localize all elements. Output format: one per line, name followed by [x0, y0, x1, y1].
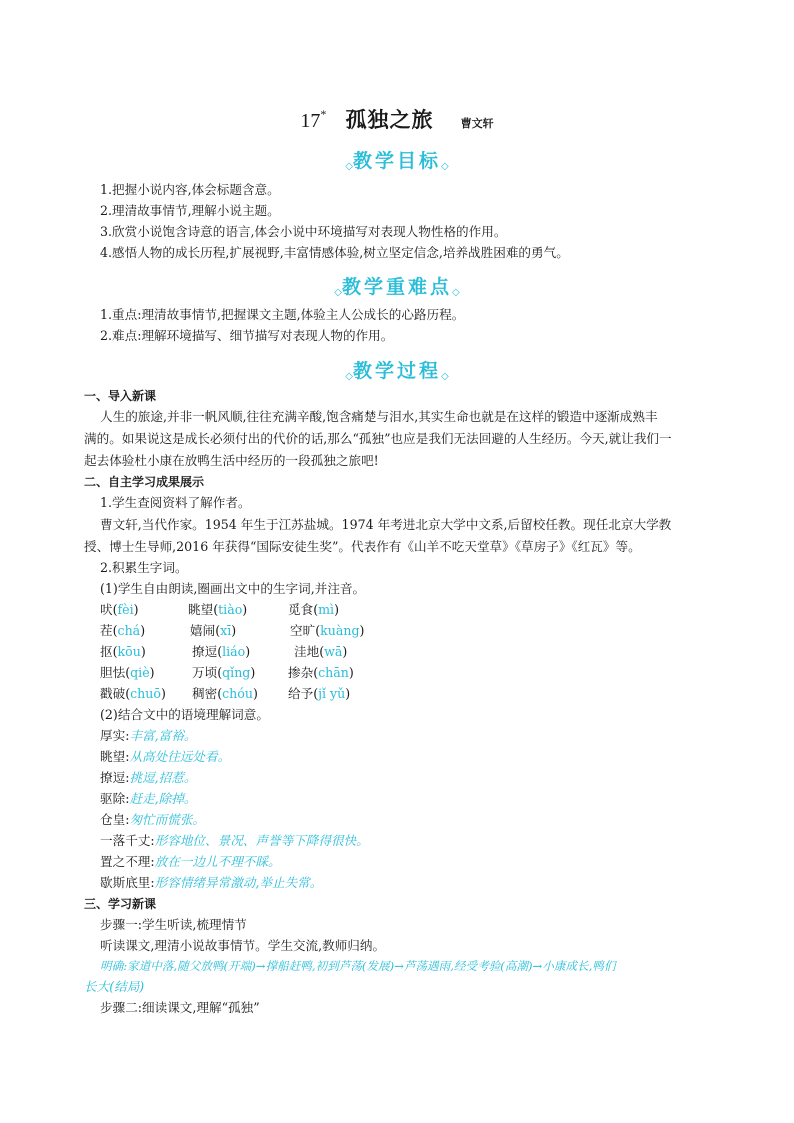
- diamond-icon: ◇: [334, 287, 342, 298]
- section-heading-focus: ◇教学重难点◇: [334, 276, 460, 298]
- diamond-icon: ◇: [441, 161, 449, 172]
- sub-item: (2)结合文中的语境理解词意。: [100, 707, 269, 722]
- definition-row: 撩逗:挑逗,招惹。: [100, 770, 197, 785]
- paragraph-line: 满的。如果说这是成长必须付出的代价的话,那么“孤独”也应是我们无法回避的人生经历。今天,就让我们一: [84, 431, 672, 446]
- focus-item: 1.重点:理清故事情节,把握课文主题,体验主人公成长的心路历程。: [100, 307, 465, 322]
- vocab-item: 万顷(qǐng): [192, 665, 256, 680]
- paragraph-line: 听读课文,理清小说故事情节。学生交流,教师归纳。: [100, 938, 386, 953]
- definition-row: 置之不理:放在一边儿不理不睬。: [100, 854, 281, 869]
- definition-row: 驱除:赶走,除掉。: [100, 791, 197, 806]
- part-title: 一、导入新课: [84, 389, 157, 403]
- paragraph-line: 人生的旅途,并非一帆风顺,往往充满辛酸,饱含痛楚与泪水,其实生命也就是在这样的锻造中逐渐成熟丰: [100, 409, 658, 424]
- focus-item: 2.难点:理解环境描写、细节描写对表现人物的作用。: [100, 328, 394, 343]
- definition-row: 一落千丈:形容地位、景况、声誉等下降得很快。: [100, 833, 369, 848]
- vocab-item: 觅食(mì): [288, 602, 340, 617]
- goal-item: 2.理清故事情节,理解小说主题。: [100, 203, 280, 218]
- step-title: 步骤一:学生听读,梳理情节: [100, 917, 247, 932]
- lesson-number: 17*: [300, 107, 327, 132]
- diamond-icon: ◇: [345, 371, 353, 382]
- goal-item: 1.把握小说内容,体会标题含意。: [100, 182, 280, 197]
- sub-item: 1.学生查阅资料了解作者。: [100, 495, 251, 510]
- lesson-title-row: [0, 104, 794, 134]
- definition-row: 眺望:从高处往远处看。: [100, 749, 231, 764]
- vocab-item: 嬉闹(xī): [190, 623, 237, 638]
- part-title: 三、学习新课: [84, 897, 157, 911]
- definition-row: 仓皇:匆忙而慌张。: [100, 812, 205, 827]
- diamond-icon: ◇: [345, 161, 353, 172]
- vocab-item: 稠密(chóu): [192, 686, 258, 701]
- vocab-item: 掺杂(chān): [288, 665, 354, 680]
- paragraph-line: 曹文轩,当代作家。1954 年生于江苏盐城。1974 年考进北京大学中文系,后留校任教。现任北京大学教: [100, 517, 672, 532]
- step-title: 步骤二:细读课文,理解“孤独”: [100, 1000, 260, 1015]
- vocab-item: 给予(jǐ yǔ): [288, 686, 351, 701]
- vocab-item: 空旷(kuàng): [290, 623, 365, 638]
- answer-line: 明确:家道中落,随父放鸭(开端)→撑船赶鸭,初到芦荡(发展)→芦荡遇雨,经受考验(高潮)→小康成长,鸭们: [100, 959, 616, 973]
- vocab-item: 抠(kōu): [100, 644, 146, 659]
- vocab-item: 茬(chá): [100, 623, 146, 638]
- paragraph-line: 起去体验杜小康在放鸭生活中经历的一段孤独之旅吧!: [84, 453, 379, 468]
- vocab-item: 吠(fèi): [100, 602, 139, 617]
- sub-item: 2.积累生字词。: [100, 560, 188, 575]
- part-title: 二、自主学习成果展示: [84, 475, 205, 489]
- lesson-author: 曹文轩: [460, 117, 494, 130]
- answer-line: 长大(结局): [84, 979, 145, 994]
- definition-row: 厚实:丰富,富裕。: [100, 728, 197, 743]
- paragraph-line: 授、博士生导师,2016 年获得“国际安徒生奖”。代表作有《山羊不吃天堂草》《草房子》《红瓦》等。: [84, 539, 641, 554]
- vocab-item: 洼地(wā): [294, 644, 348, 659]
- vocab-item: 胆怯(qiè): [100, 665, 155, 680]
- section-heading-goals: ◇教学目标◇: [345, 150, 449, 172]
- diamond-icon: ◇: [452, 287, 460, 298]
- vocab-item: 眺望(tiào): [188, 602, 248, 617]
- definition-row: 歇斯底里:形容情绪异常激动,举止失常。: [100, 875, 323, 890]
- vocab-item: 撩逗(liáo): [192, 644, 251, 659]
- self-study-mark: *: [320, 107, 327, 121]
- goal-item: 4.感悟人物的成长历程,扩展视野,丰富情感体验,树立坚定信念,培养战胜困难的勇气。: [100, 245, 569, 260]
- vocab-item: 戳破(chuō): [100, 686, 166, 701]
- lesson-title: 孤独之旅: [345, 108, 434, 132]
- section-heading-process: ◇教学过程◇: [345, 360, 449, 382]
- sub-item: (1)学生自由朗读,圈画出文中的生字词,并注音。: [100, 581, 366, 596]
- goal-item: 3.欣赏小说饱含诗意的语言,体会小说中环境描写对表现人物性格的作用。: [100, 224, 507, 239]
- diamond-icon: ◇: [441, 371, 449, 382]
